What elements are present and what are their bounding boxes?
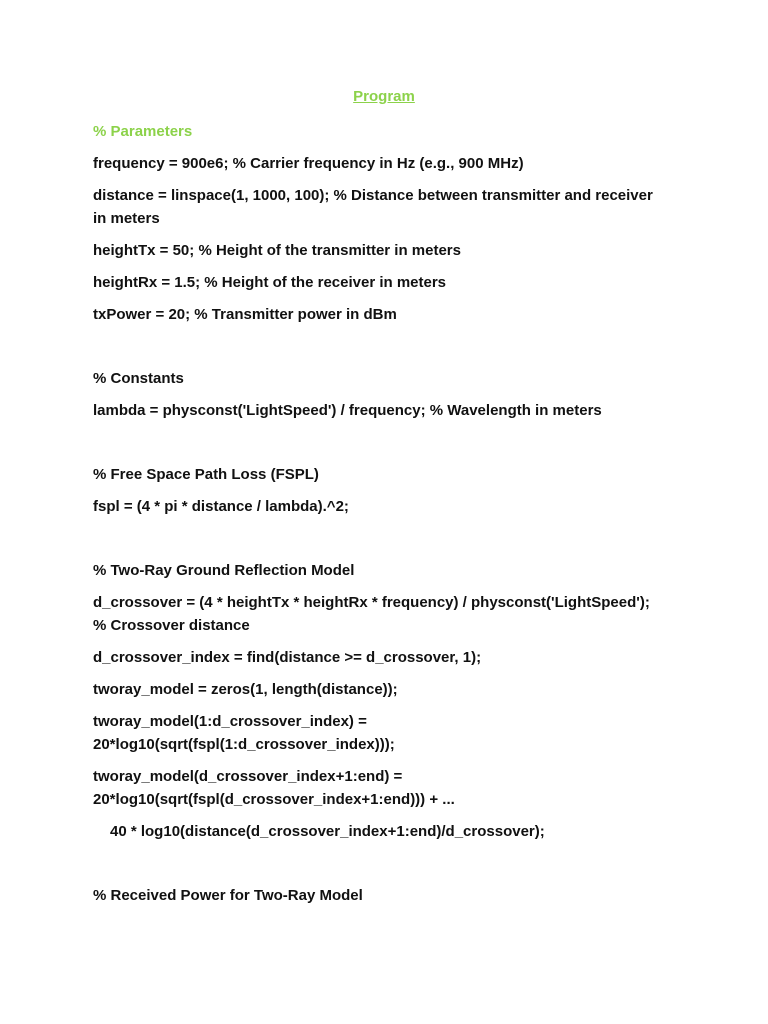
code-line-distance: distance = linspace(1, 1000, 100); % Distance between transmitter and receiver in meters: [93, 187, 658, 227]
code-line-d-crossover-index: d_crossover_index = find(distance >= d_crossover, 1);: [93, 649, 482, 666]
code-line-heightrx: heightRx = 1.5; % Height of the receiver in meters: [93, 274, 447, 291]
code-line-tworay-first: tworay_model(1:d_crossover_index) = 20*log10(sqrt(fspl(1:d_crossover_index)));: [93, 713, 395, 753]
comment-two-ray: % Two-Ray Ground Reflection Model: [93, 562, 355, 579]
code-listing: [93, 120, 658, 916]
code-line-tworay-zeros: tworay_model = zeros(1, length(distance));: [93, 681, 398, 698]
blank-line: [93, 527, 653, 559]
code-line-tworay-second: tworay_model(d_crossover_index+1:end) = 20*log10(sqrt(fspl(d_crossover_index+1:end))) + ...: [93, 768, 455, 808]
blank-line: [93, 335, 653, 367]
comment-constants: % Constants: [93, 370, 184, 387]
comment-fspl: % Free Space Path Loss (FSPL): [93, 466, 319, 483]
comment-parameters: % Parameters: [93, 123, 193, 140]
code-line-tworay-continuation: 40 * log10(distance(d_crossover_index+1:end)/d_crossover);: [110, 823, 545, 840]
comment-received-power: % Received Power for Two-Ray Model: [93, 887, 363, 904]
code-line-fspl: fspl = (4 * pi * distance / lambda).^2;: [93, 498, 349, 515]
code-line-lambda: lambda = physconst('LightSpeed') / frequency; % Wavelength in meters: [93, 402, 602, 419]
blank-line: [93, 431, 653, 463]
code-line-frequency: frequency = 900e6; % Carrier frequency in Hz (e.g., 900 MHz): [93, 155, 524, 172]
code-line-heighttx: heightTx = 50; % Height of the transmitter in meters: [93, 242, 461, 259]
code-line-txpower: txPower = 20; % Transmitter power in dBm: [93, 306, 397, 323]
blank-line: [93, 852, 653, 884]
code-line-d-crossover: d_crossover = (4 * heightTx * heightRx * frequency) / physconst('LightSpeed'); % Crossover distance: [93, 594, 654, 634]
page-title: Program: [353, 88, 415, 105]
